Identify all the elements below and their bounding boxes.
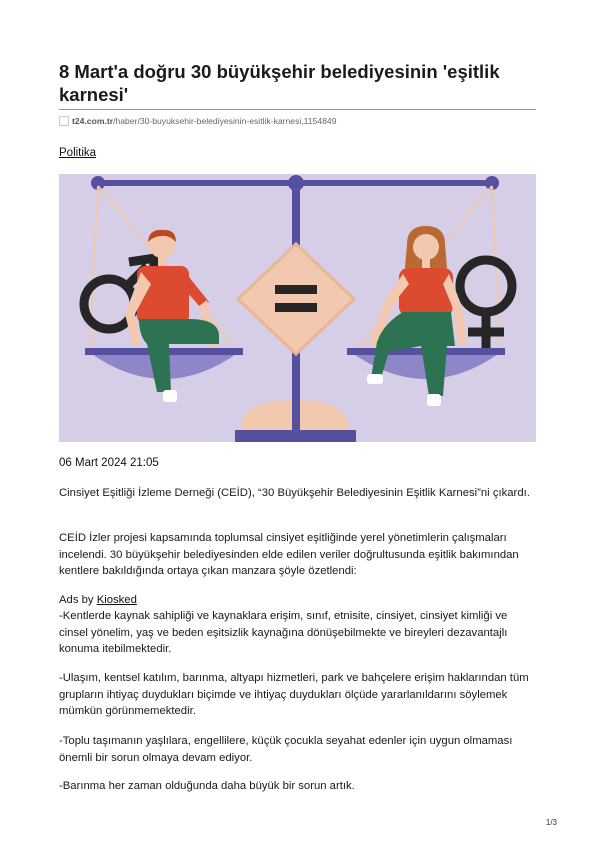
hero-illustration (59, 174, 536, 442)
paragraph-6: -Barınma her zaman olduğunda daha büyük bir sorun artık. (59, 780, 355, 792)
ads-link[interactable]: Kiosked (96, 594, 137, 606)
source-url[interactable] (59, 114, 336, 128)
paragraph-3: -Kentlerde kaynak sahipliği ve kaynaklara erişim, sınıf, etnisite, cinsiyet, cinsiyet kimliği ve cinsel yönelim, yaş ve beden eşitsizlik kaynağına dönüşebilmekte ve bireyleri dezavantajlı konuma itebilmektedir. (59, 610, 508, 655)
title-divider (59, 109, 536, 110)
paragraph-1: Cinsiyet Eşitliği İzleme Derneği (CEİD), “30 Büyükşehir Belediyesinin Eşitlik Karnesi”ni çıkardı. (59, 487, 530, 499)
page-number: 1/3 (545, 818, 557, 827)
paragraph-4: -Ulaşım, kentsel katılım, barınma, altyapı hizmetleri, park ve bahçelere erişim haklarından tüm grupların ihtiyaç duydukları biçimde ve ihtiyaç duydukları ölçüde yararlanıldarını söylemek mümkün görünmemektedir. (59, 672, 529, 717)
category-link[interactable]: Politika (59, 147, 97, 159)
ads-line (59, 592, 536, 609)
paragraph-2: CEİD İzler projesi kapsamında toplumsal cinsiyet eşitliğinde yerel yönetimlerin çalışmaları incelendi. 30 büyükşehir belediyesinden elde edilen veriler doğrultusunda eşitlik bakımından kentlere bakıldığında ortaya çıkan manzara şöyle özetlendi: (59, 532, 519, 577)
source-domain[interactable]: t24.com.tr (72, 116, 114, 126)
ads-prefix: Ads by (59, 594, 97, 606)
article-date: 06 Mart 2024 21:05 (59, 457, 159, 469)
favicon-icon (59, 116, 69, 126)
article-title: 8 Mart'a doğru 30 büyükşehir belediyesinin 'eşitlik karnesi' (59, 61, 500, 105)
source-path[interactable]: /haber/30-buyuksehir-belediyesinin-esitlik-karnesi,1154849 (113, 116, 337, 126)
paragraph-5: -Toplu taşımanın yaşlılara, engellilere, küçük çocukla seyahat edenler için uygun olmaması önemli bir sorun olmaya devam ediyor. (59, 735, 513, 764)
